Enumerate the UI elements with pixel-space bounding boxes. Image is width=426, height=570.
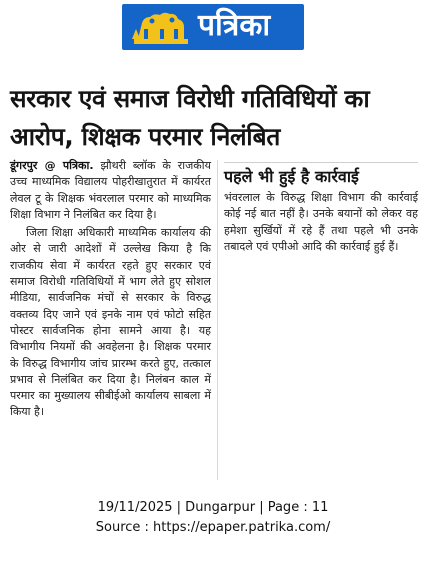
article-headline: सरकार एवं समाज विरोधी गतिविधियों का आरोप, शिक्षक परमार निलंबित	[10, 84, 370, 151]
column-divider	[217, 160, 218, 480]
paragraph-1	[10, 158, 211, 223]
paragraph-2	[10, 225, 211, 421]
patrika-logo[interactable]	[122, 4, 304, 50]
source-caption	[0, 498, 426, 538]
paragraph-3: भंवरलाल के विरुद्ध शिक्षा विभाग की कार्रवाई कोई नई बात नहीं है। उनके बयानों को लेकर वह हमेशा सुर्खियों में रहे हैं तथा पहले भी उनके तबादले एवं एपीओ आदि की कार्रवाई हुई हैं।	[224, 191, 418, 253]
paragraph-1-text: झौथरी ब्लॉक के राजकीय उच्च माध्यमिक विद्यालय पोहरीखातुरात में कार्यरत लेवल टू के शिक्षक भंवरलाल परमार को माध्यमिक शिक्षा विभाग ने निलंबित कर दिया है।	[10, 159, 211, 221]
caption-source-line: Source : https://epaper.patrika.com/	[95, 520, 331, 535]
caption-date-line: 19/11/2025 | Dungarpur | Page : 11	[97, 500, 329, 515]
paragraph-2-text: जिला शिक्षा अधिकारी माध्यमिक कार्यालय की ओर से जारी आदेशों में उल्लेख किया है कि राजकीय सेवा में कार्यरत रहते हुए सरकार एवं समाज विरोधी गतिविधियों में भाग लेते हुए सोशल मीडिया, सार्वजनिक मंचों से सरकार के विरुद्ध वक्तव्य दिए जाने एवं इनके नाम एवं फोटो सहित पोस्टर सार्वजनिक होना सामने आया है। यह विभागीय नियमों की अवहेलना है। शिक्षक परमार के विरुद्ध विभागीय जांच प्रारम्भ करते हुए, तत्काल प्रभाव से निलंबित कर दिया है। निलंबन काल में परमार का मुख्यालय सीबीईओ कार्यालय साबला में किया है।	[10, 226, 211, 419]
dateline: डूंगरपुर @ पत्रिका.	[10, 159, 94, 172]
article-subhead: पहले भी हुई है कार्रवाई	[224, 162, 418, 188]
brand-name: पत्रिका	[198, 8, 271, 43]
article-column-left	[10, 158, 211, 421]
article-column-right	[224, 158, 418, 255]
lion-emblem-icon	[130, 9, 192, 45]
masthead	[0, 0, 426, 56]
